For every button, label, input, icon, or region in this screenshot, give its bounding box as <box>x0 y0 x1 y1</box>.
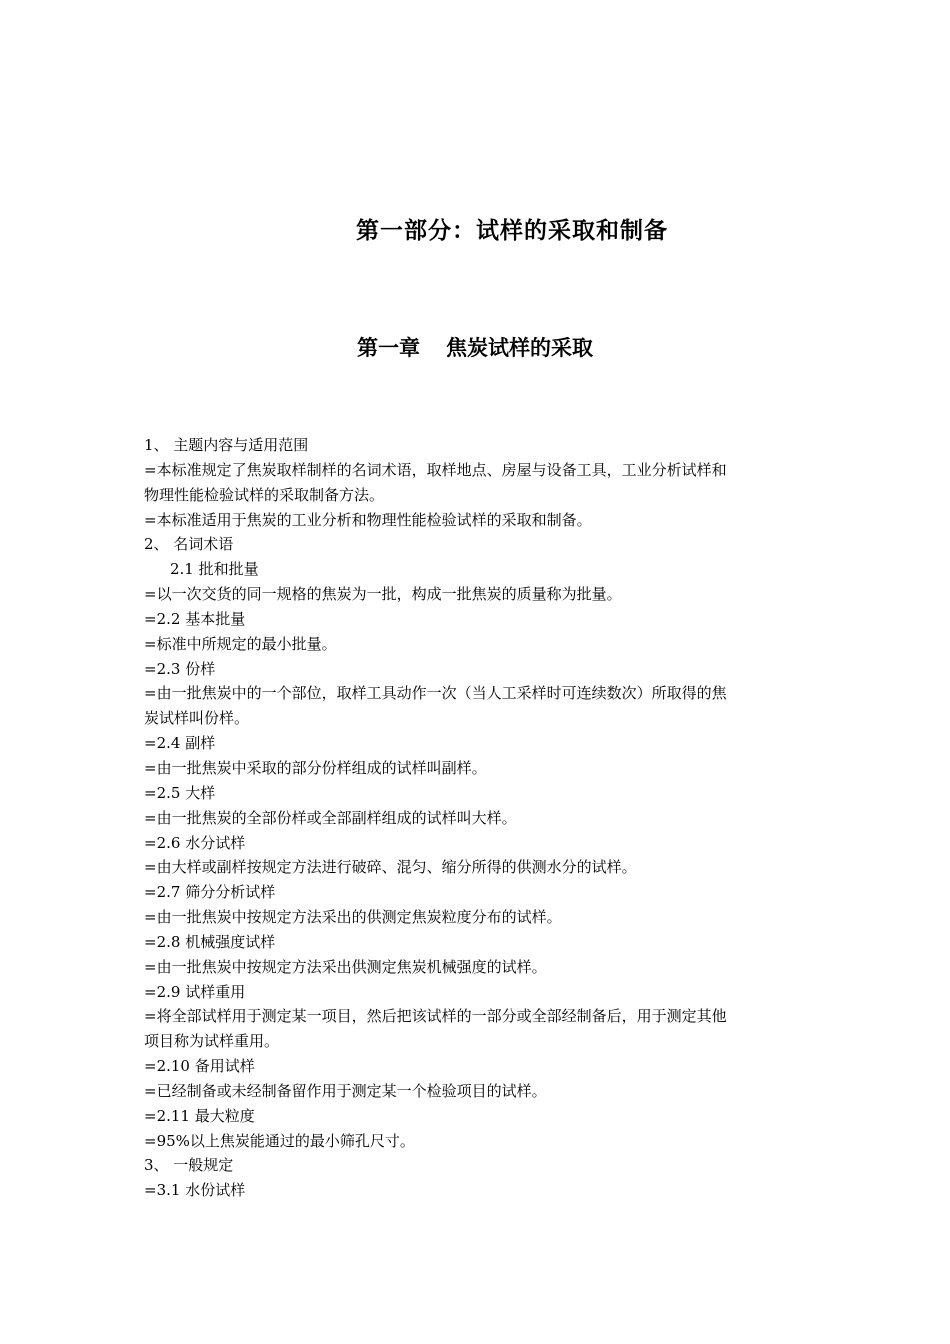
paragraph-line: =95%以上焦炭能通过的最小筛孔尺寸。 <box>144 1131 415 1150</box>
subsection-heading: =2.7 筛分分析试样 <box>144 883 276 902</box>
subsection-heading: =3.1 水份试样 <box>144 1181 246 1200</box>
section-heading: 1、 主题内容与适用范围 <box>144 436 309 454</box>
paragraph-line: =本标准适用于焦炭的工业分析和物理性能检验试样的采取和制备。 <box>144 510 592 529</box>
subsection-heading: =2.8 机械强度试样 <box>144 932 276 951</box>
subsection-heading: =2.10 备用试样 <box>144 1057 255 1076</box>
section-heading: 3、 一般规定 <box>144 1156 234 1175</box>
paragraph-line: =本标准规定了焦炭取样制样的名词术语，取样地点、房屋与设备工具，工业分析试样和 <box>144 460 727 479</box>
paragraph-line: =由一批焦炭中按规定方法采出供测定焦炭机械强度的试样。 <box>144 957 547 976</box>
paragraph-line: =由大样或副样按规定方法进行破碎、混匀、缩分所得的供测水分的试样。 <box>144 858 637 877</box>
paragraph-line: 炭试样叫份样。 <box>144 709 250 728</box>
subsection-heading: =2.6 水分试样 <box>144 833 246 852</box>
paragraph-line: 项目称为试样重用。 <box>144 1032 280 1051</box>
subsection-heading: =2.5 大样 <box>144 783 216 802</box>
chapter-title <box>0 332 950 362</box>
paragraph-line: =标准中所规定的最小批量。 <box>144 634 337 653</box>
document-body <box>144 433 809 1203</box>
subsection-heading: =2.2 基本批量 <box>144 609 246 628</box>
part-title: 第一部分：试样的采取和制备 <box>356 217 668 244</box>
section-heading: 2、 名词术语 <box>144 535 234 554</box>
paragraph-line: =以一次交货的同一规格的焦炭为一批，构成一批焦炭的质量称为批量。 <box>144 585 622 604</box>
paragraph-line: =由一批焦炭中按规定方法采出的供测定焦炭粒度分布的试样。 <box>144 908 562 927</box>
subsection-heading: =2.3 份样 <box>144 659 216 678</box>
paragraph-line: =由一批焦炭的全部份样或全部副样组成的试样叫大样。 <box>144 808 517 827</box>
subsection-heading: 2.1 批和批量 <box>170 560 259 579</box>
paragraph-line: 物理性能检验试样的采取制备方法。 <box>144 485 385 504</box>
chapter-heading: 焦炭试样的采取 <box>446 335 593 360</box>
paragraph-line: =由一批焦炭中的一个部位，取样工具动作一次（当人工采样时可连续数次）所取得的焦 <box>144 684 727 703</box>
subsection-heading: =2.11 最大粒度 <box>144 1106 255 1125</box>
subsection-heading: =2.4 副样 <box>144 734 216 753</box>
chapter-number: 第一章 <box>357 335 420 360</box>
paragraph-line: =将全部试样用于测定某一项目，然后把该试样的一部分或全部经制备后，用于测定其他 <box>144 1007 727 1026</box>
paragraph-line: =由一批焦炭中采取的部分份样组成的试样叫副样。 <box>144 758 487 777</box>
subsection-heading: =2.9 试样重用 <box>144 982 246 1001</box>
paragraph-line: =已经制备或未经制备留作用于测定某一个检验项目的试样。 <box>144 1081 547 1100</box>
